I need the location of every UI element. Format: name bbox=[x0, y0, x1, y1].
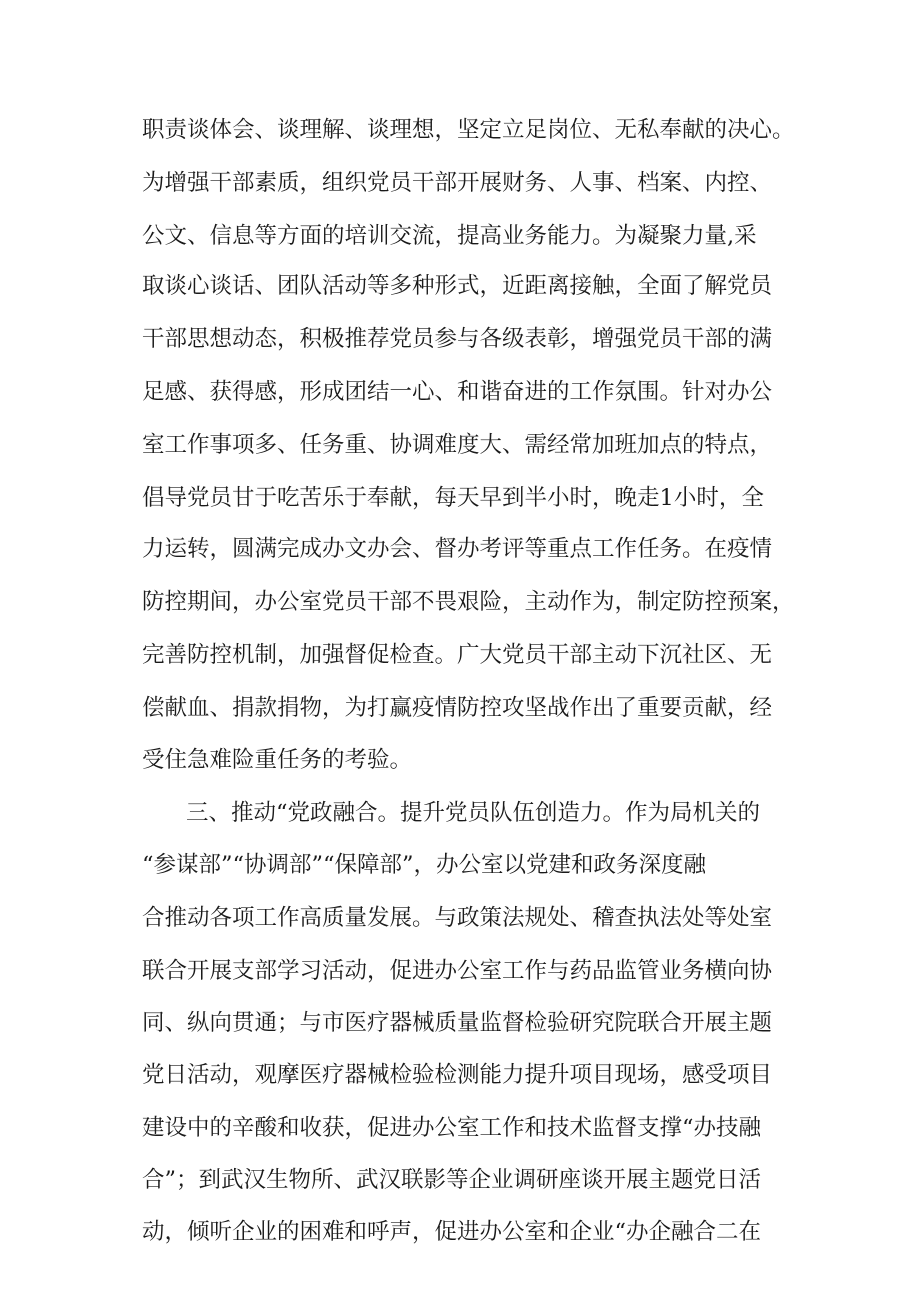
text-line: 建设中的辛酸和收获，促进办公室工作和技术监督支撑“办技融 bbox=[142, 1115, 762, 1141]
text-line: 室工作事项多、任务重、协调难度大、需经常加班加点的特点， bbox=[142, 432, 773, 458]
text-line: 受住急难险重任务的考验。 bbox=[142, 747, 413, 773]
text-line: 力运转，圆满完成办文办会、督办考评等重点工作任务。在疫情 bbox=[142, 536, 773, 562]
section-heading-line: 三、推动“党政融合。提升党员队伍创造力。作为局机关的 bbox=[186, 800, 761, 826]
text-line: 联合开展支部学习活动，促进办公室工作与药品监管业务横向协 bbox=[142, 958, 773, 984]
text-line: 防控期间，办公室党员干部不畏艰险，主动作为，制定防控预案， bbox=[142, 589, 795, 615]
text-line: 干部思想动态，积极推荐党员参与各级表彰，增强党员干部的满 bbox=[142, 326, 773, 352]
text-line: 取谈心谈话、团队活动等多种形式，近距离接触，全面了解党员 bbox=[142, 273, 773, 299]
text-line: 为增强干部素质，组织党员干部开展财务、人事、档案、内控、 bbox=[142, 170, 773, 196]
text-line: 职责谈体会、谈理解、谈理想，坚定立足岗位、无私奉献的决心。 bbox=[142, 117, 795, 143]
text-line: 动，倾听企业的困难和呼声，促进办公室和企业“办企融合二在 bbox=[142, 1219, 762, 1245]
text-line: 偿献血、捐款捐物，为打赢疫情防控攻坚战作出了重要贡献，经 bbox=[142, 695, 773, 721]
text-line: 倡导党员甘于吃苦乐于奉献，每天早到半小时，晚走1小时，全 bbox=[142, 485, 764, 511]
text-line: 公文、信息等方面的培训交流，提高业务能力。为凝聚力量,采 bbox=[142, 223, 757, 249]
text-line: 足感、获得感，形成团结一心、和谐奋进的工作氛围。针对办公 bbox=[142, 379, 773, 405]
text-line: “参谋部”“协调部”“保障部”，办公室以党建和政务深度融 bbox=[142, 852, 707, 878]
text-line: 合”；到武汉生物所、武汉联影等企业调研座谈开展主题党日活 bbox=[142, 1167, 762, 1193]
text-line: 党日活动，观摩医疗器械检验检测能力提升项目现场，感受项目 bbox=[142, 1062, 773, 1088]
text-line: 完善防控机制，加强督促检查。广大党员干部主动下沉社区、无 bbox=[142, 642, 773, 668]
text-line: 同、纵向贯通；与市医疗器械质量监督检验研究院联合开展主题 bbox=[142, 1010, 773, 1036]
text-line: 合推动各项工作高质量发展。与政策法规处、稽查执法处等处室 bbox=[142, 905, 773, 931]
